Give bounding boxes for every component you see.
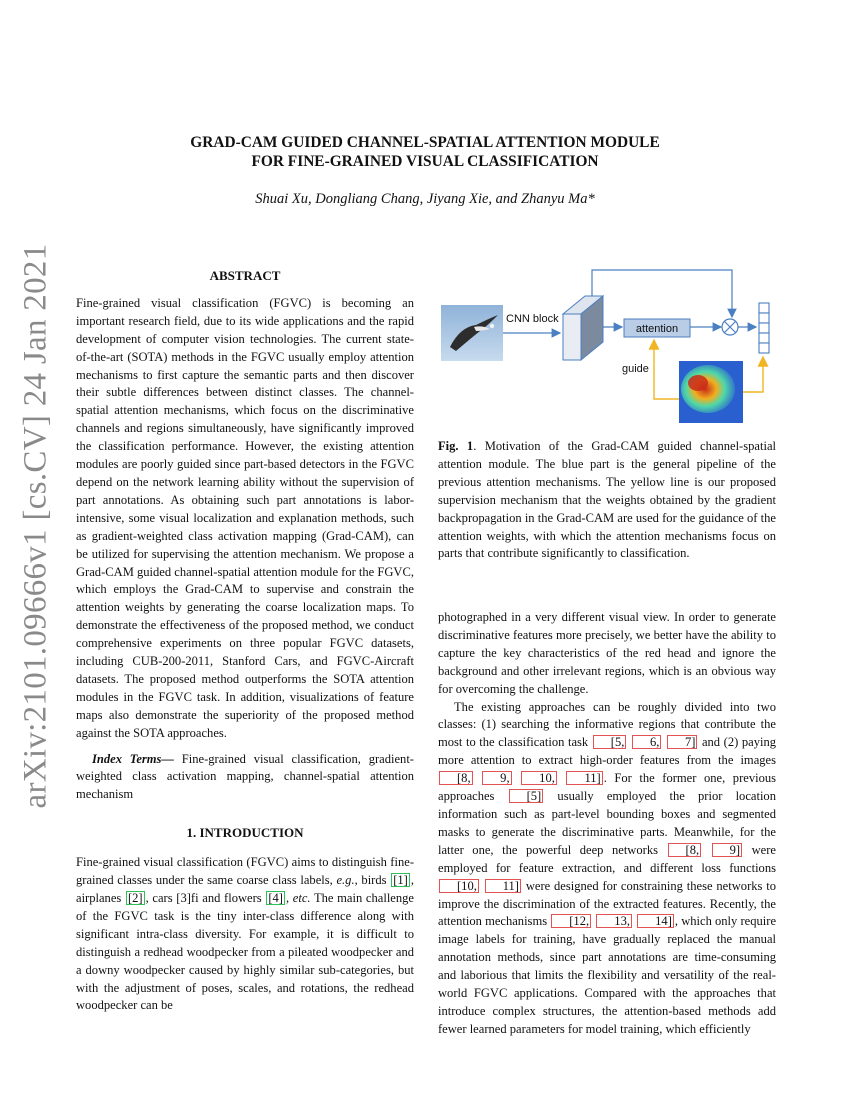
output-feature-vector xyxy=(759,303,769,353)
citation-10[interactable]: 10, xyxy=(521,771,557,785)
introduction-heading: 1. INTRODUCTION xyxy=(186,825,304,841)
text-run: and flowers xyxy=(198,891,266,905)
cnn-block-cube xyxy=(563,296,603,360)
title-line-2: FOR FINE-GRAINED VISUAL CLASSIFICATION xyxy=(251,153,599,170)
citation-5[interactable]: [5, xyxy=(593,735,627,749)
text-run: The existing approaches can be roughly divided into two classes: (1) searching the informative regions that contribute the most to the classification task xyxy=(438,699,776,750)
abstract-text: Fine-grained visual classification (FGVC) is becoming an important research field, due to its wide applications and the rapid development of computer vision technologies. The current state-of-the-art (SOTA) methods in the FGVC usually employ attention mechanisms to first capture the semantic parts and then discover their subtle differences between distinct classes. The channel-spatial attention mechanisms, which focus on the discriminative channels and regions simultaneously, have significantly improved the classification performance. However, the existing attention modules are poorly guided since part-based detectors in the FGVC depend on the network learning ability without the supervision of part annotations. As obtaining such part annotations is labor-intensive, some visual localization and explanation methods, such as gradient-weighted class activation mapping (Grad-CAM), can be utilized for supervising the attention mechanism. We propose a Grad-CAM guided channel-spatial attention module for the FGVC, which employs the Grad-CAM to supervise and constrain the attention weights by generating the coarse localization maps. To demonstrate the effectiveness of the proposed method, we conduct comprehensive experiments on three popular FGVC datasets, including CUB-200-2011, Stanford Cars, and FGVC-Aircraft datasets. The proposed method outperforms the SOTA attention modules in the FGVC task. In addition, visualizations of feature maps also demonstrate the superiority of the proposed method against the SOTA approaches. xyxy=(76,295,414,740)
citation-8b[interactable]: [8, xyxy=(668,843,702,857)
citation-11[interactable]: 11] xyxy=(566,771,602,785)
arxiv-identifier: arXiv:2101.09666v1 [cs.CV] 24 Jan 2021 xyxy=(17,243,54,809)
citation-5b[interactable]: [5] xyxy=(509,789,544,803)
text-run: , which only require image labels for training, have gradually replaced the manual annotation methods, since part annotations are time-consuming and laborious that limits the flexibility and versatility of the real-world FGVC applications. Compared with the approaches that introduce complex structures, the attention-based methods add fewer learned parameters for model training, which efficiently xyxy=(438,914,777,1036)
text-run: and (2) paying more attention to extract high-order features from the images xyxy=(438,735,776,768)
citation-9[interactable]: 9, xyxy=(482,771,511,785)
guide-arrow xyxy=(654,340,679,399)
figure-1-caption xyxy=(438,438,776,563)
cnn-block-label: CNN block xyxy=(506,313,559,325)
heatmap-to-output-guide xyxy=(743,357,763,392)
paper-title xyxy=(0,133,850,171)
text-run: , xyxy=(285,891,293,905)
citation-2[interactable]: [2] xyxy=(127,891,143,905)
text-run: , birds xyxy=(354,873,391,888)
bird-photo xyxy=(441,305,503,361)
author-list: Shuai Xu, Dongliang Chang, Jiyang Xie, and Zhanyu Ma* xyxy=(255,191,595,207)
bypass-arrow xyxy=(592,270,732,317)
right-column xyxy=(438,609,776,1039)
citation-1[interactable]: [1] xyxy=(393,873,408,888)
figure-1-diagram xyxy=(436,265,776,435)
citation-6[interactable]: 6, xyxy=(632,735,661,749)
text-run: e.g. xyxy=(336,873,355,888)
citation-13[interactable]: 13, xyxy=(596,914,632,928)
text-run: , airplanes xyxy=(76,873,414,905)
right-paragraph-1: photographed in a very different visual view. In order to generate discriminative features more precisely, we better have the ability to capture the key characteristics of the red head and ignore the background and other irrelevant regions, which is an obvious way for overcoming the challenge. xyxy=(438,610,776,696)
index-terms-label: Index Terms— xyxy=(92,751,174,766)
title-line-1: GRAD-CAM GUIDED CHANNEL-SPATIAL ATTENTION MODULE xyxy=(190,134,660,151)
citation-14[interactable]: 14] xyxy=(637,914,674,928)
text-run: The main challenge of the FGVC task is the tiny inter-class difference along with significant intra-class diversity. For example, it is difficult to distinguish a redhead woodpecker from a pileated woodpecker and a downy woodpecker caused by highly similar sub-categories, but with the adjustment of poses, scales, and rotations, the redhead woodpecker can be xyxy=(76,891,414,1013)
text-run: . For the former one, previous approaches xyxy=(438,771,777,804)
guide-label: guide xyxy=(622,363,649,375)
citation-4[interactable]: [4] xyxy=(268,891,283,905)
left-column xyxy=(76,267,414,1015)
multiply-node xyxy=(722,319,738,335)
arxiv-side-stamp xyxy=(6,243,66,809)
citation-11b[interactable]: 11] xyxy=(485,879,521,893)
abstract-heading: ABSTRACT xyxy=(209,268,281,283)
text-run: , cars xyxy=(145,891,177,905)
attention-label: attention xyxy=(635,323,679,335)
text-run: were employed for feature extraction, and different loss functions xyxy=(438,842,777,875)
citation-7[interactable]: 7] xyxy=(667,735,697,749)
citation-9b[interactable]: 9] xyxy=(712,843,742,857)
index-terms-text: Fine-grained visual classification, gradient-weighted class activation mapping, channel-spatial attention mechanism xyxy=(76,751,414,802)
text-run: usually employed the prior location information such as part-level bounding boxes and segmented masks to generate the discriminative parts. Meanwhile, for the latter one, the powerful deep networks xyxy=(438,789,776,857)
figure-1-svg xyxy=(436,265,776,435)
citation-8[interactable]: [8, xyxy=(439,771,473,785)
text-run: Fine-grained visual classification (FGVC) aims to distinguish fine-grained classes under the same coarse class labels, xyxy=(76,855,414,888)
right-paragraph-2 xyxy=(438,699,776,1039)
citation-10b[interactable]: [10, xyxy=(439,879,479,893)
caption-text: . Motivation of the Grad-CAM guided channel-spatial attention module. The blue part is the general pipeline of the previous attention mechanisms. The yellow line is our proposed supervision mechanism that the weights obtained by the gradient backpropagation in the Grad-CAM are used for the guidance of the attention weights, with which the attention mechanisms focus on parts that contribute significantly to classification. xyxy=(438,439,776,561)
intro-paragraph-1 xyxy=(76,854,414,1015)
text-run: were designed for constraining these networks to improve the discrimination of the extracted features. Recently, the attention mechanisms xyxy=(438,878,777,929)
figure-label: Fig. 1 xyxy=(438,439,474,453)
grad-cam-heatmap xyxy=(679,361,743,423)
index-terms xyxy=(76,751,414,805)
citation-12[interactable]: [12, xyxy=(551,914,591,928)
citation-3[interactable]: [3]fi xyxy=(176,891,199,905)
text-run: etc. xyxy=(292,891,311,905)
